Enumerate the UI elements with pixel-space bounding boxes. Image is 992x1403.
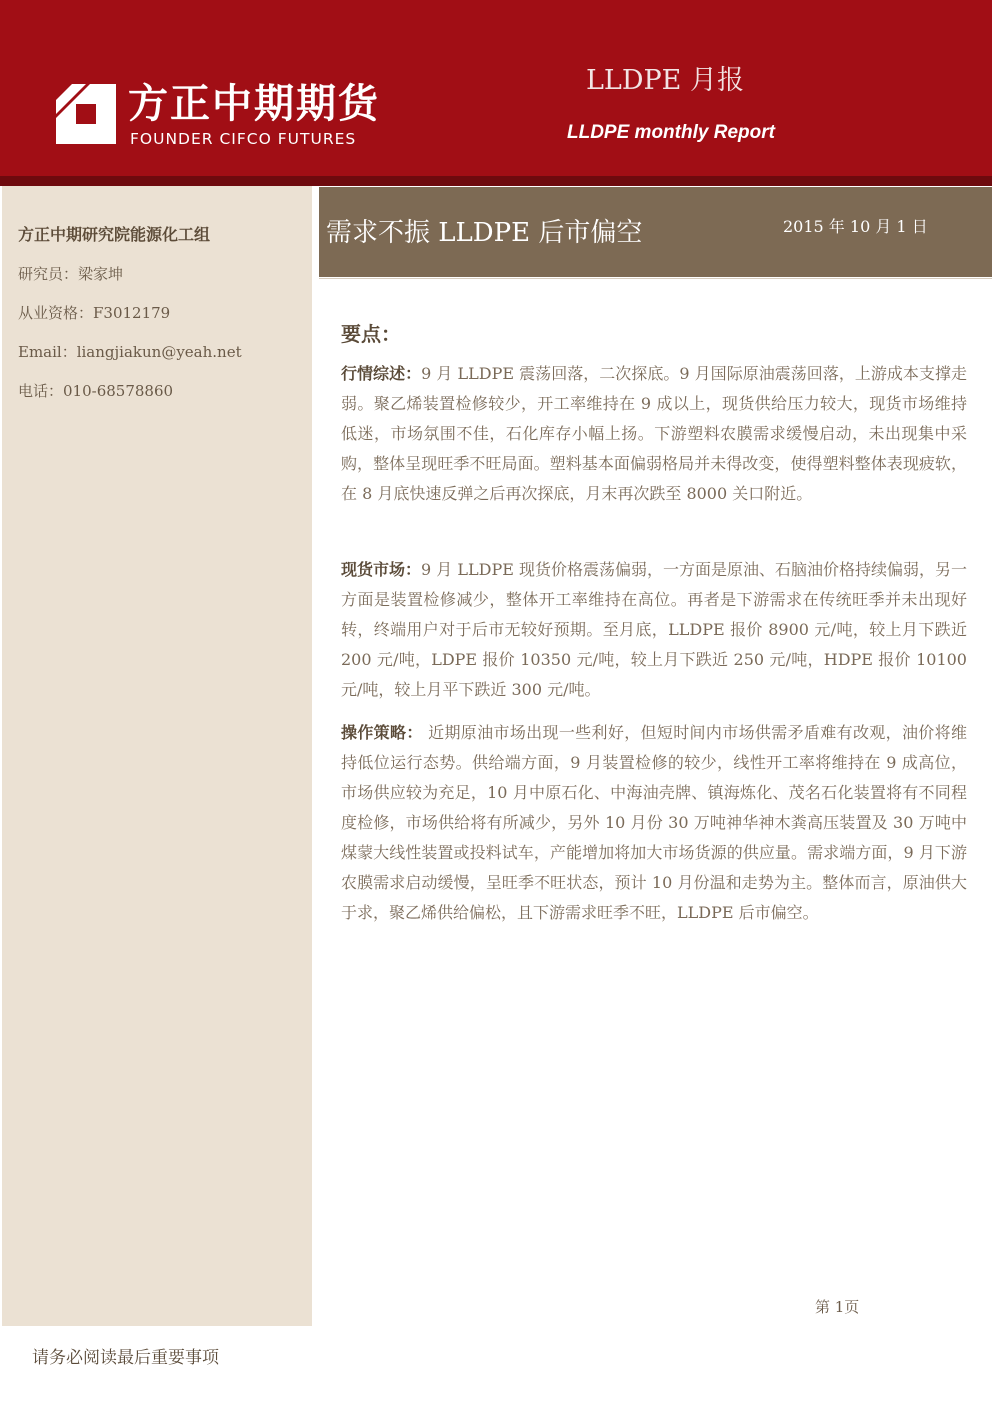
qualification-number: 从业资格：F3012179 xyxy=(18,304,171,322)
founder-logo-icon xyxy=(56,84,116,144)
disclaimer-notice: 请务必阅读最后重要事项 xyxy=(32,1348,219,1368)
logo-company-name-cn: 方正中期期货 xyxy=(128,81,380,127)
report-subtitle: LLDPE monthly Report xyxy=(567,122,775,143)
strategy-paragraph xyxy=(341,718,967,928)
strategy-text: 近期原油市场出现一些利好，但短时间内市场供需矛盾难有改观，油价将维持低位运行态势。供给端方面，9 月装置检修的较少，线性开工率将维持在 9 成高位，市场供应较为充足，10 月中原石化、中海油壳牌、镇海炼化、茂名石化装置将有不同程度检修，市场供给将有所减少，另外 10 月份 30 万吨神华神木粪高压装置及 30 万吨中煤蒙大线性装置或投料试车，产能增加将加大市场货源的供应量。需求端方面，9 月下游农膜需求启动缓慢，呈旺季不旺状态，预计 10 月份温和走势为主。整体而言，原油供大于求，聚乙烯供给偏松，且下游需求旺季不旺，LLDPE 后市偏空。 xyxy=(341,723,967,922)
report-title: LLDPE 月报 xyxy=(586,65,744,96)
contact-email: Email：liangjiakun@yeah.net xyxy=(18,343,242,361)
market-overview-paragraph xyxy=(341,359,967,509)
contact-phone: 电话：010-68578860 xyxy=(18,382,174,400)
header-divider-band xyxy=(0,176,992,186)
market-overview-label: 行情综述： xyxy=(341,364,422,383)
page-number: 第 1页 xyxy=(815,1298,860,1316)
spot-market-label: 现货市场： xyxy=(341,560,422,579)
headline-title: 需求不振 LLDPE 后市偏空 xyxy=(326,218,643,248)
research-group: 方正中期研究院能源化工组 xyxy=(18,225,211,244)
section-divider xyxy=(319,278,992,279)
report-date: 2015 年 10 月 1 日 xyxy=(783,217,928,236)
strategy-label: 操作策略： xyxy=(341,723,423,742)
market-overview-text: 9 月 LLDPE 震荡回落，二次探底。9 月国际原油震荡回落，上游成本支撑走弱。聚乙烯装置检修较少，开工率维持在 9 成以上，现货供给压力较大，现货市场维持低迷，市场氛围不佳，石化库存小幅上扬。下游塑料农膜需求缓慢启动，未出现集中采购，整体呈现旺季不旺局面。塑料基本面偏弱格局并未得改变，使得塑料整体表现疲软，在 8 月底快速反弹之后再次探底，月末再次跌至 8000 关口附近。 xyxy=(341,364,967,503)
logo-company-name-en: FOUNDER CIFCO FUTURES xyxy=(130,130,357,148)
researcher-name: 研究员：梁家坤 xyxy=(18,265,124,283)
spot-market-paragraph xyxy=(341,555,967,705)
spot-market-text: 9 月 LLDPE 现货价格震荡偏弱，一方面是原油、石脑油价格持续偏弱，另一方面是装置检修减少，整体开工率维持在高位。再者是下游需求在传统旺季并未出现好转，终端用户对于后市无较好预期。至月底，LLDPE 报价 8900 元/吨，较上月下跌近 200 元/吨，LDPE 报价 10350 元/吨，较上月下跌近 250 元/吨，HDPE 报价 10100 元/吨，较上月平下跌近 300 元/吨。 xyxy=(341,560,967,699)
key-points-heading: 要点： xyxy=(341,322,401,346)
